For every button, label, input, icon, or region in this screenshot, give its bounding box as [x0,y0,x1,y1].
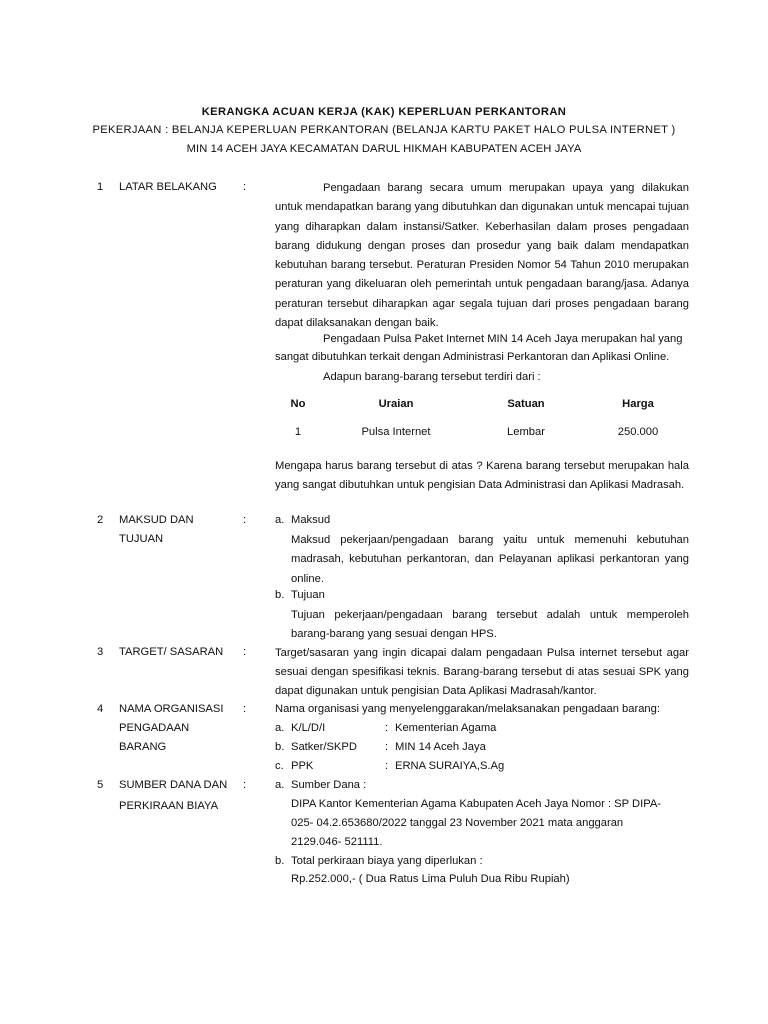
table-header-harga: Harga [622,398,654,410]
table-header-satuan: Satuan [507,398,545,410]
section-1-colon: : [243,181,247,193]
section-5-a-marker: a. [275,779,285,791]
table-cell-satuan: Lembar [507,426,545,438]
document-subtitle-location: MIN 14 ACEH JAYA KECAMATAN DARUL HIKMAH KABUPATEN ACEH JAYA [186,143,582,155]
section-5-number: 5 [97,779,104,791]
section-5-a-line-1: DIPA Kantor Kementerian Agama Kabupaten Aceh Jaya Nomor : SP DIPA- [291,798,662,810]
organization-item-marker: c. [275,760,284,772]
section-3-colon: : [243,646,247,658]
section-5-label-line-2: PERKIRAAN BIAYA [119,800,219,812]
organization-item-marker: a. [275,722,285,734]
section-2-number: 2 [97,514,104,526]
section-3-number: 3 [97,646,104,658]
section-5-label-line-1: SUMBER DANA DAN [119,779,228,791]
section-5-b-title: Total perkiraan biaya yang diperlukan : [291,855,483,867]
section-1-label: LATAR BELAKANG [119,181,217,193]
section-2-a-marker: a. [275,514,285,526]
organization-item-separator: : [385,741,389,753]
organization-item-key: K/L/D/I [291,722,326,734]
organization-item-key: PPK [291,760,314,772]
section-1-paragraph-2-line-1: Pengadaan Pulsa Paket Internet MIN 14 Aceh Jaya merupakan hal yang [323,333,683,345]
section-1-number: 1 [97,181,104,193]
section-5-a-line-2: 025- 04.2.653680/2022 tanggal 23 November 2021 mata anggaran [291,817,624,829]
organization-item-value: Kementerian Agama [395,722,497,734]
section-5-b-marker: b. [275,855,285,867]
section-3-label: TARGET/ SASARAN [119,646,224,658]
table-header-uraian: Uraian [378,398,414,410]
section-4-label-line-3: BARANG [119,741,167,753]
section-2-b-title: Tujuan [291,589,325,601]
section-4-colon: : [243,703,247,715]
section-4-intro: Nama organisasi yang menyelenggarakan/melaksanakan pengadaan barang: [275,703,660,715]
organization-item-value: ERNA SURAIYA,S.Ag [395,760,505,772]
section-2-b-text: Tujuan pekerjaan/pengadaan barang tersebut adalah untuk memperoleh barang-barang yang sesuai dengan HPS. [291,609,689,641]
document-subtitle-work: PEKERJAAN : BELANJA KEPERLUAN PERKANTORAN (BELANJA KARTU PAKET HALO PULSA INTERNET ) [92,124,676,136]
organization-item-marker: b. [275,741,285,753]
section-2-colon: : [243,514,247,526]
section-5-a-title: Sumber Dana : [291,779,367,791]
section-2-a-title: Maksud [291,514,331,526]
section-1-paragraph-4: Mengapa harus barang tersebut di atas ? Karena barang tersebut merupakan hala yang sangat dibutuhkan untuk pengisian Data Administrasi dan Aplikasi Madrasah. [275,460,689,492]
section-5-colon: : [243,779,247,791]
table-cell-no: 1 [294,426,302,438]
organization-item-separator: : [385,722,389,734]
section-5-b-text: Rp.252.000,- ( Dua Ratus Lima Puluh Dua Ribu Rupiah) [291,873,570,885]
table-cell-harga: 250.000 [617,426,659,438]
table-cell-uraian: Pulsa Internet [361,426,431,438]
document-title: KERANGKA ACUAN KERJA (KAK) KEPERLUAN PERKANTORAN [201,106,567,118]
section-4-label-line-1: NAMA ORGANISASI [119,703,224,715]
organization-item-separator: : [385,760,389,772]
section-4-number: 4 [97,703,104,715]
section-3-text: Target/sasaran yang ingin dicapai dalam pengadaan Pulsa internet tersebut agar sesuai dengan spesifikasi teknis. Barang-barang tersebut di atas sesuai SPK yang dapat digunakan untuk pengisian Data Aplikasi Madrasah/kantor. [275,647,689,697]
section-2-a-text: Maksud pekerjaan/pengadaan barang yaitu untuk memenuhi kebutuhan madrasah, kebutuhan perkantoran, dan Pelayanan aplikasi perkantoran yang online. [291,534,689,585]
table-header-no: No [290,398,306,410]
section-1-paragraph-1: Pengadaan barang secara umum merupakan upaya yang dilakukan untuk mendapatkan barang yang dibutuhkan dan digunakan untuk mencapai tujuan yang diharapkan dalam instansi/Satker. Keberhasilan dalam proses pengadaan barang didukung dengan proses dan prosedur yang baik dalam mendapatkan kebutuhan barang tersebut. Peraturan Presiden Nomor 54 Tahun 2010 merupakan peraturan yang dikeluaran oleh pemerintah untuk pengadaan barang/jasa. Adanya peraturan tersebut diharapkan agar segala tujuan dari proses pengadaan barang dapat dilaksanakan dengan baik. [275,182,689,330]
section-4-label-line-2: PENGADAAN [119,722,190,734]
section-1-paragraph-3: Adapun barang-barang tersebut terdiri dari : [323,371,541,383]
section-2-label-line-2: TUJUAN [119,533,164,545]
section-5-a-line-3: 2129.046- 521111. [291,836,383,848]
organization-item-key: Satker/SKPD [291,741,357,753]
organization-item-value: MIN 14 Aceh Jaya [395,741,486,753]
section-2-b-marker: b. [275,589,285,601]
section-1-paragraph-2-line-2: sangat dibutuhkan terkait dengan Administrasi Perkantoran dan Aplikasi Online. [275,351,670,363]
section-2-label-line-1: MAKSUD DAN [119,514,194,526]
